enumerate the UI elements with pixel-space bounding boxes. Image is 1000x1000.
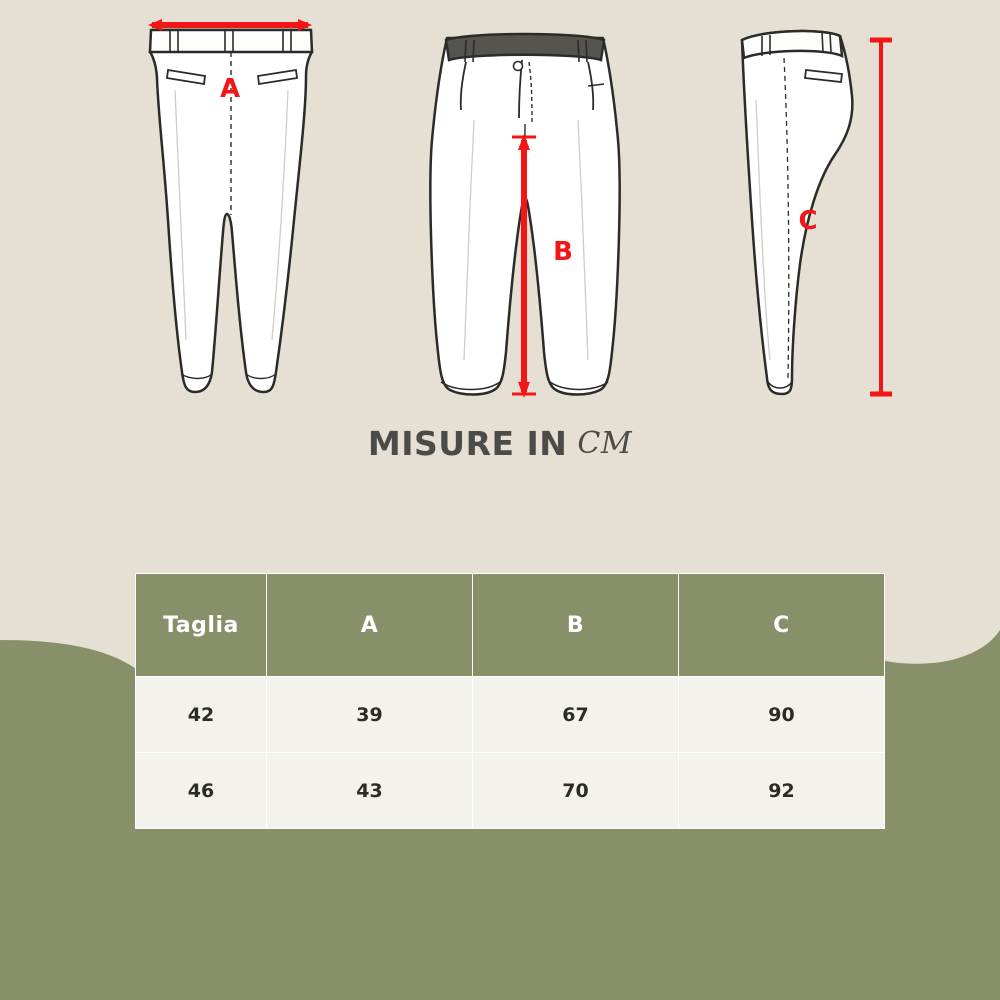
table-header-a: A [267,574,473,677]
cell-size: 42 [136,677,267,753]
table-header-row [136,574,885,677]
cell-c: 92 [679,753,885,829]
cell-size: 46 [136,753,267,829]
table-header-c: C [679,574,885,677]
side-view-trousers [742,31,892,394]
size-table [135,573,885,829]
garment-illustrations [0,0,1000,420]
chart-title-main: MISURE IN [367,424,568,463]
cell-b: 70 [473,753,679,829]
table-header-size: Taglia [136,574,267,677]
back-view-trousers [148,19,312,392]
cell-a: 39 [267,677,473,753]
cell-a: 43 [267,753,473,829]
chart-title-unit: CM [577,426,633,461]
table-row [136,753,885,829]
front-view-trousers [430,34,619,398]
svg-text:A: A [219,74,241,104]
table-row [136,677,885,753]
table-header-b: B [473,574,679,677]
cell-c: 90 [679,677,885,753]
cell-b: 67 [473,677,679,753]
svg-text:C: C [798,206,818,236]
svg-text:B: B [553,237,573,267]
chart-title [0,424,1000,463]
